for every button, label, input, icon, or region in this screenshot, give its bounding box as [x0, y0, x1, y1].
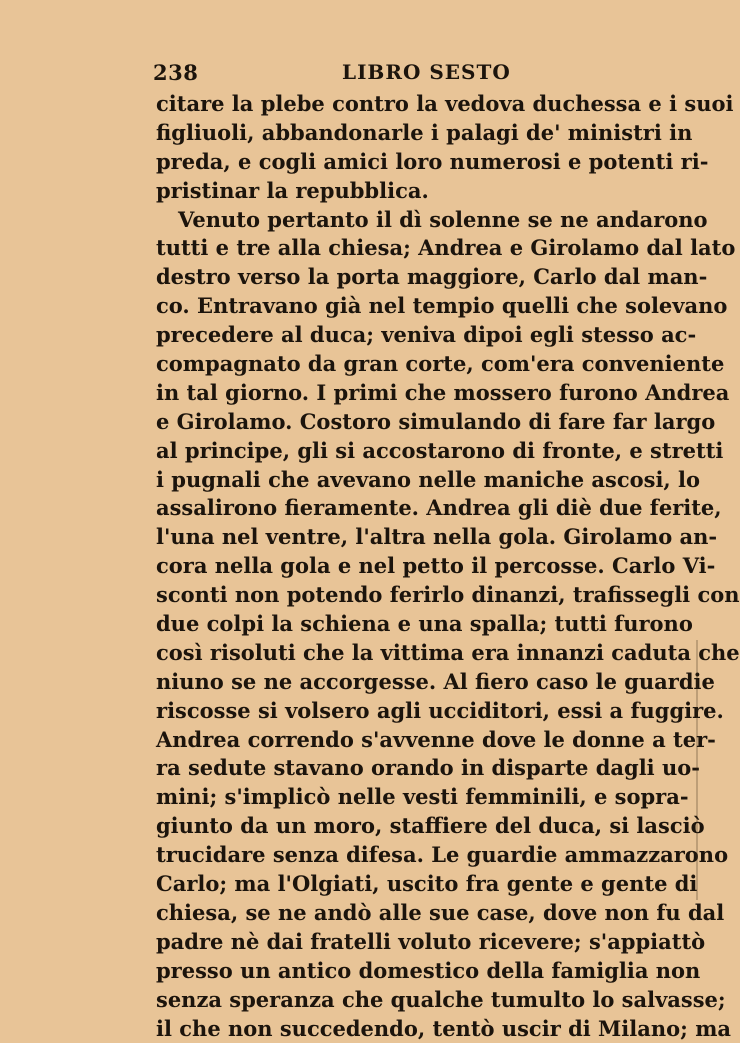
text-line: e Girolamo. Costoro simulando di fare far largo — [156, 408, 668, 437]
text-line: i pugnali che avevano nelle maniche ascosi, lo — [156, 466, 668, 495]
text-line: così risoluti che la vittima era innanzi caduta che — [156, 639, 668, 668]
text-line: preda, e cogli amici loro numerosi e potenti ri- — [156, 148, 668, 177]
text-line: precedere al duca; veniva dipoi egli stesso ac- — [156, 321, 668, 350]
text-line: sconti non potendo ferirlo dinanzi, trafissegli con — [156, 581, 668, 610]
paragraph-first-line: Venuto pertanto il dì solenne se ne andarono — [156, 206, 668, 235]
text-line: l'una nel ventre, l'altra nella gola. Girolamo an- — [156, 523, 668, 552]
text-line: assalirono fieramente. Andrea gli diè due ferite, — [156, 494, 668, 523]
text-line: destro verso la porta maggiore, Carlo dal man- — [156, 263, 668, 292]
text-line: tutti e tre alla chiesa; Andrea e Girolamo dal lato — [156, 234, 668, 263]
body-text — [156, 90, 668, 1043]
text-line: Carlo; ma l'Olgiati, uscito fra gente e gente di — [156, 870, 668, 899]
text-line: il che non succedendo, tentò uscir di Milano; ma — [156, 1015, 668, 1043]
text-line: co. Entravano già nel tempio quelli che solevano — [156, 292, 668, 321]
text-line: ra sedute stavano orando in disparte dagli uo- — [156, 754, 668, 783]
page-edge-shadow — [696, 640, 698, 900]
text-line: giunto da un moro, staffiere del duca, si lasciò — [156, 812, 668, 841]
text-line: compagnato da gran corte, com'era conveniente — [156, 350, 668, 379]
text-line: pristinar la repubblica. — [156, 177, 668, 206]
text-line: niuno se ne accorgesse. Al fiero caso le guardie — [156, 668, 668, 697]
text-line: senza speranza che qualche tumulto lo salvasse; — [156, 986, 668, 1015]
running-head — [153, 60, 663, 90]
text-line: in tal giorno. I primi che mossero furono Andrea — [156, 379, 668, 408]
running-title: LIBRO SESTO — [342, 60, 511, 84]
text-line: riscosse si volsero agli ucciditori, essi a fuggire. — [156, 697, 668, 726]
text-line: Andrea correndo s'avvenne dove le donne a ter- — [156, 726, 668, 755]
page-number: 238 — [153, 60, 198, 85]
text-line: chiesa, se ne andò alle sue case, dove non fu dal — [156, 899, 668, 928]
text-line: al principe, gli si accostarono di fronte, e stretti — [156, 437, 668, 466]
text-line: trucidare senza difesa. Le guardie ammazzarono — [156, 841, 668, 870]
text-line: citare la plebe contro la vedova duchessa e i suoi — [156, 90, 668, 119]
text-line: cora nella gola e nel petto il percosse. Carlo Vi- — [156, 552, 668, 581]
text-line: mini; s'implicò nelle vesti femminili, e sopra- — [156, 783, 668, 812]
text-line: padre nè dai fratelli voluto ricevere; s'appiattò — [156, 928, 668, 957]
text-line: due colpi la schiena e una spalla; tutti furono — [156, 610, 668, 639]
text-line: figliuoli, abbandonarle i palagi de' ministri in — [156, 119, 668, 148]
text-line: presso un antico domestico della famiglia non — [156, 957, 668, 986]
